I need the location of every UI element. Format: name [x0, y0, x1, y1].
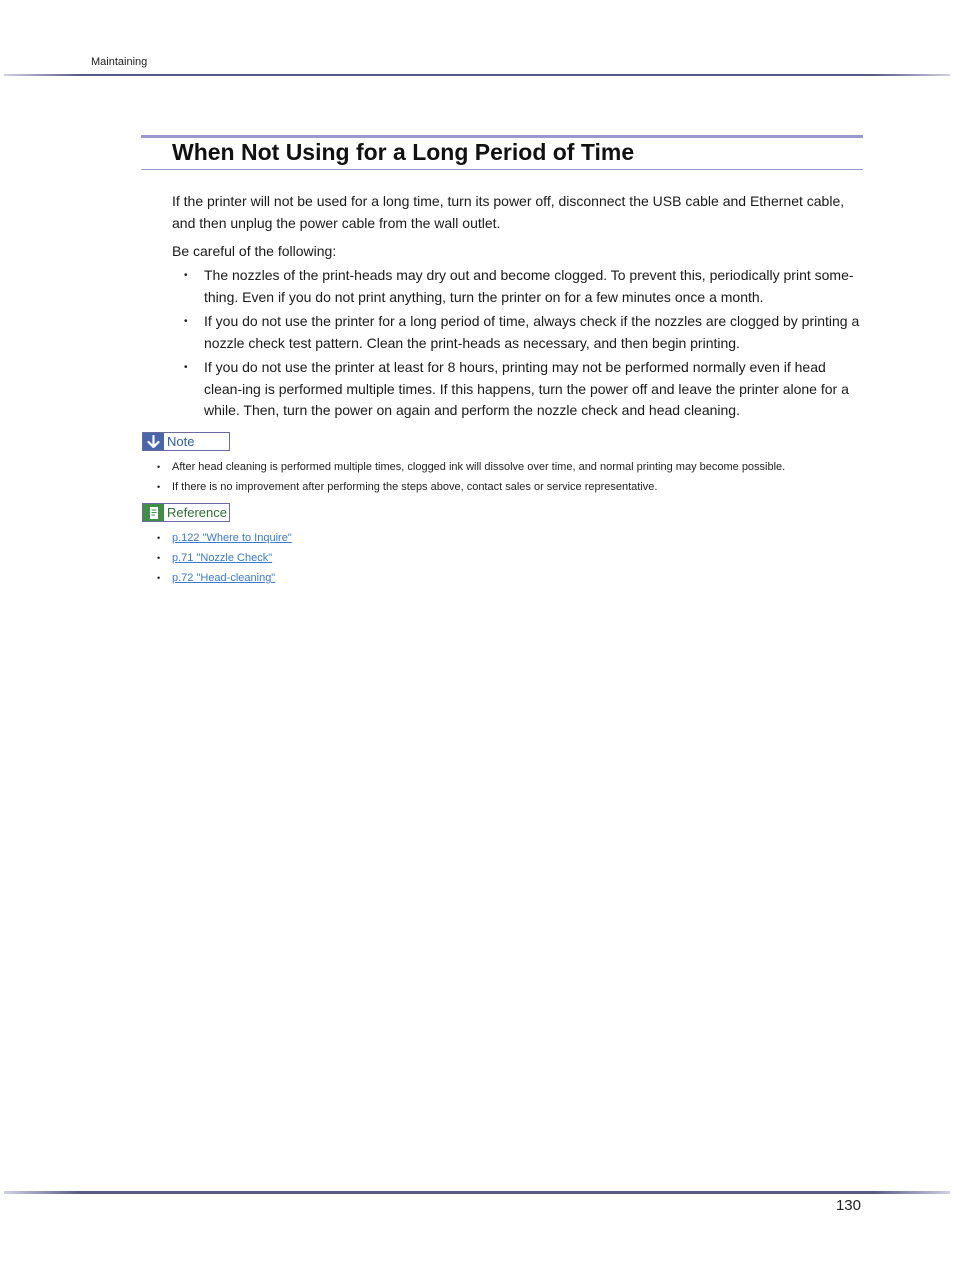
list-item: • The nozzles of the print-heads may dry out and become clogged. To prevent this, periodically print some-thing. Even if you do not print anything, turn the printer on for a few minutes once a month. [182, 265, 864, 308]
running-header: Maintaining [91, 56, 148, 68]
reference-label: Reference [167, 505, 227, 520]
note-label: Note [167, 434, 195, 449]
intro-paragraph: If the printer will not be used for a long time, turn its power off, disconnect the USB cable and Ethernet cable, and then unplug the power cable from the wall outlet. [172, 193, 845, 231]
footer-rule [4, 1191, 950, 1194]
caution-list [182, 265, 864, 425]
list-item [154, 528, 874, 548]
reference-link-head-cleaning[interactable]: p.72 "Head-cleaning" [172, 572, 276, 584]
list-item: • If you do not use the printer for a long period of time, always check if the nozzles are clogged by printing a nozzle check test pattern. Clean the print-heads as necessary, and then begin printing. [182, 311, 864, 354]
note-list [154, 457, 874, 497]
reference-link-nozzle-check[interactable]: p.71 "Nozzle Check" [172, 552, 273, 564]
list-item: • After head cleaning is performed multiple times, clogged ink will dissolve over time, and normal printing may become possible. [154, 457, 874, 477]
list-item: • If you do not use the printer at least for 8 hours, printing may not be performed normally even if head clean-ing is performed multiple times. If this happens, turn the power off and leave the printer alone for a while. Then, turn the power on again and perform the nozzle check and head cleaning. [182, 357, 864, 422]
page-number: 130 [835, 1197, 861, 1214]
header-rule [4, 74, 950, 76]
list-item: • If there is no improvement after performing the steps above, contact sales or service representative. [154, 477, 874, 497]
list-item [154, 568, 874, 588]
caution-lead: Be careful of the following: [172, 243, 337, 259]
note-badge [142, 432, 230, 451]
page-title: When Not Using for a Long Period of Time [172, 139, 635, 165]
reference-link-where-to-inquire[interactable]: p.122 "Where to Inquire" [172, 532, 292, 544]
document-icon [143, 504, 164, 521]
reference-badge [142, 503, 230, 522]
title-box [141, 135, 863, 170]
list-item [154, 548, 874, 568]
reference-list [154, 528, 874, 588]
down-arrow-icon [143, 433, 164, 450]
